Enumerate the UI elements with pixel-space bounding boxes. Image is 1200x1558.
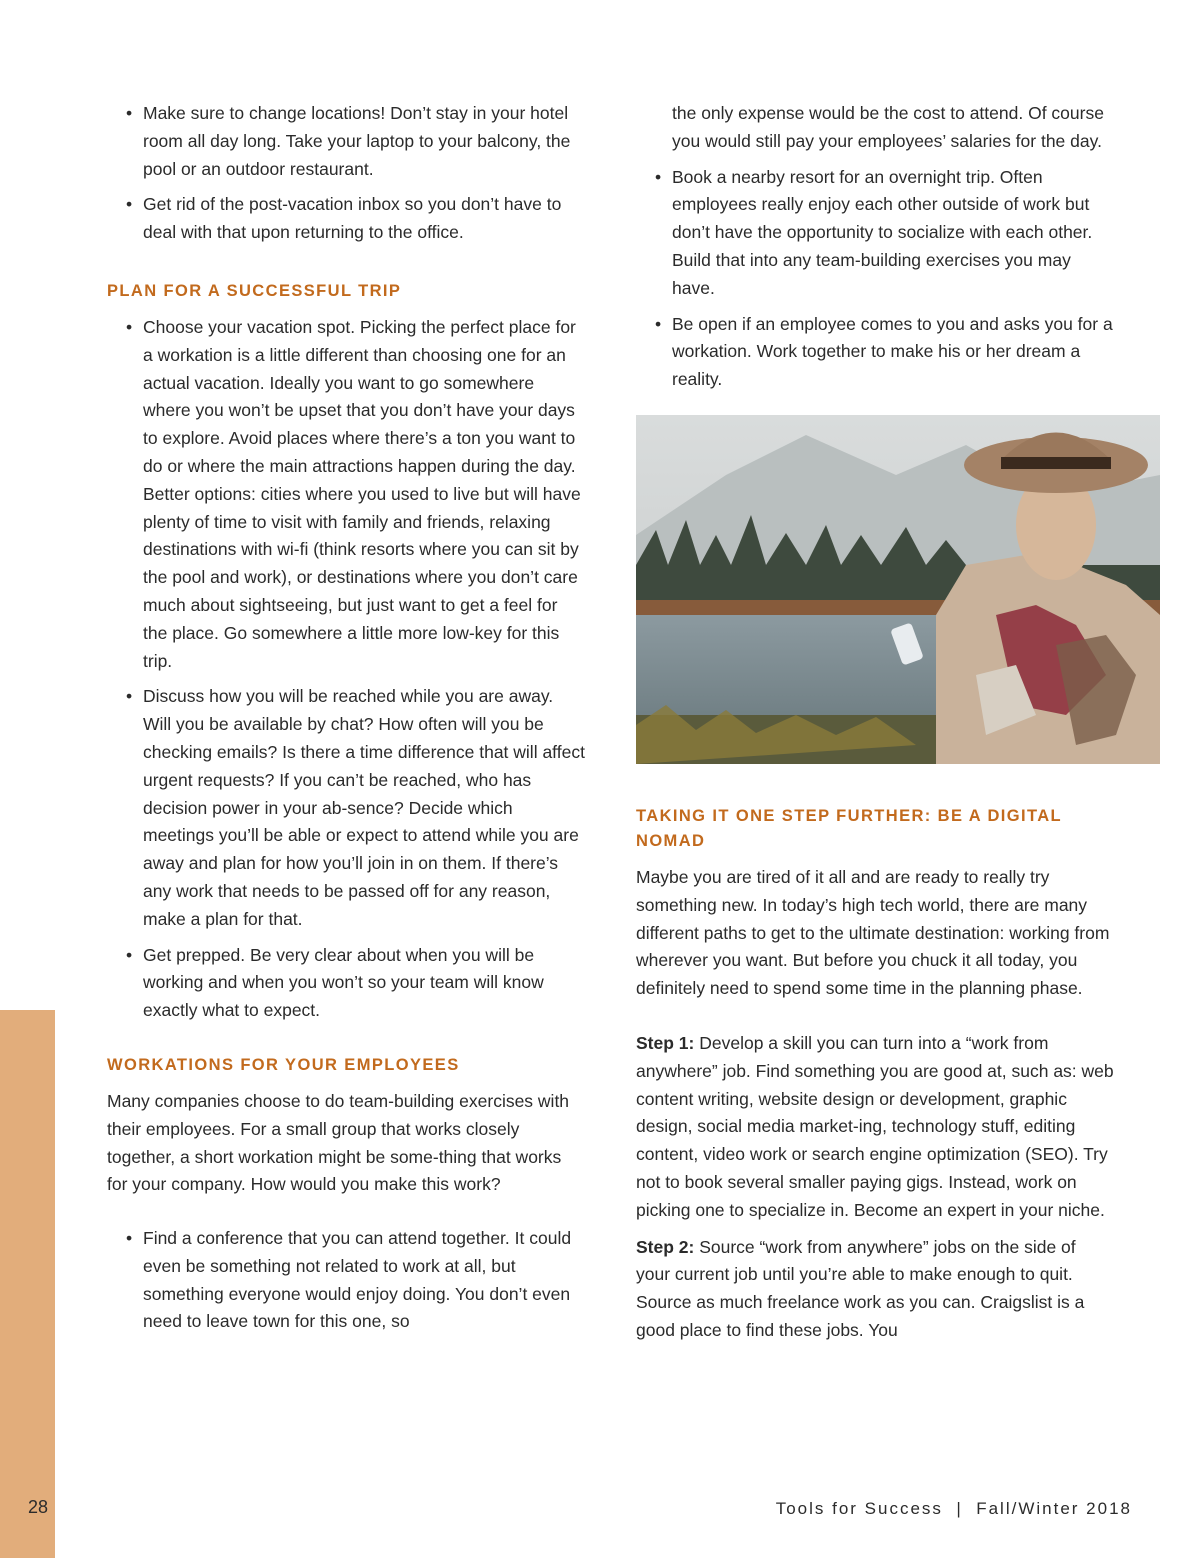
list-item: • Discuss how you will be reached while you are away. Will you be available by chat? How often will you be checking emails? Is there a time difference that will affect urgent requests? If you can’t be reached, who has decision power in your ab-sence? Decide which meetings you’ll be able or expect to attend while you are away and plan for how you’ll join in on them. If there’s any work that needs to be passed off for any reason, make a plan for that. (107, 683, 585, 933)
continued-paragraph: the only expense would be the cost to attend. Of course you would still pay your employees’ salaries for the day. (672, 103, 1104, 151)
step-1-label: Step 1: (636, 1032, 695, 1053)
bullet-list-right (636, 164, 1114, 394)
bullet-dot-icon: • (126, 944, 133, 965)
bullet-dot-icon: • (126, 194, 133, 215)
section-heading-employees: WORKATIONS FOR YOUR EMPLOYEES (107, 1055, 460, 1074)
list-item: • Get rid of the post-vacation inbox so you don’t have to deal with that upon returning to the office. (107, 191, 585, 247)
section-heading-plan: PLAN FOR A SUCCESSFUL TRIP (107, 281, 402, 300)
photo-illustration (636, 415, 1160, 764)
bullet-list-employees (107, 1225, 585, 1336)
step-2-text: Source “work from anywhere” jobs on the side of your current job until you’re able to make enough to quit. Source as much freelance work as you can. Craigslist is a good place to find these jobs. You (636, 1236, 1085, 1340)
right-column (636, 100, 1114, 1345)
bullet-dot-icon: • (126, 103, 133, 123)
page-number: 28 (28, 1497, 49, 1517)
bullet-dot-icon: • (126, 686, 133, 707)
bullet-dot-icon: • (655, 313, 662, 334)
bullet-dot-icon: • (655, 166, 662, 187)
list-item: • Be open if an employee comes to you and asks you for a workation. Work together to make his or her dream a reality. (636, 311, 1114, 394)
step-2-paragraph (636, 1234, 1114, 1345)
list-item: • Book a nearby resort for an overnight trip. Often employees really enjoy each other outside of work but don’t have the opportunity to socialize with each other. Build that into any team-building exercises you may have. (636, 164, 1114, 303)
publication-footer: Tools for Success | Fall/Winter 2018 (775, 1499, 1132, 1518)
bullet-list-plan (107, 314, 585, 1025)
left-column (107, 100, 585, 1344)
page-edge-tab (0, 1010, 55, 1558)
step-2-label: Step 2: (636, 1236, 695, 1257)
section-heading-nomad: TAKING IT ONE STEP FURTHER: BE A DIGITAL NOMAD (636, 806, 1062, 850)
bullet-dot-icon: • (126, 1228, 133, 1249)
list-item: • Get prepped. Be very clear about when you will be working and when you won’t so your team will know exactly what to expect. (107, 942, 585, 1025)
step-1-text: Develop a skill you can turn into a “work from anywhere” job. Find something you are good at, such as: web content writing, website design or development, graphic design, social media market-ing, technology stuff, editing content, video work or search engine optimization (SEO). Try not to book several smaller paying gigs. Instead, work on picking one to specialize in. Become an expert in your niche. (636, 1032, 1114, 1220)
employees-paragraph: Many companies choose to do team-building exercises with their employees. For a small group that works closely together, a short workation might be some-thing that works for your company. How would you make this work? (107, 1090, 570, 1195)
woman-lake-photo (636, 415, 1160, 764)
list-item: • Make sure to change locations! Don’t stay in your hotel room all day long. Take your laptop to your balcony, the pool or an outdoor restaurant. (107, 100, 585, 183)
bullet-dot-icon: • (126, 316, 133, 337)
bullet-list-top (107, 100, 585, 247)
nomad-paragraph: Maybe you are tired of it all and are ready to really try something new. In today’s high tech world, there are many different paths to get to the ultimate destination: working from wherever you want. But before you chuck it all today, you definitely need to spend some time in the planning phase. (636, 866, 1110, 999)
list-item: • Choose your vacation spot. Picking the perfect place for a workation is a little different than choosing one for an actual vacation. Ideally you want to go somewhere where you won’t be upset that you don’t have your days to explore. Avoid places where there’s a ton you want to do or where the main attractions happen during the day. Better options: cities where you used to live but will have plenty of time to visit with family and friends, relaxing destinations with wi-fi (think resorts where you can sit by the pool and work), or destinations where you don’t care much about sightseeing, but just want to get a feel for the place. Go somewhere a little more low-key for this trip. (107, 314, 585, 675)
list-item: • Find a conference that you can attend together. It could even be something not related to work at all, but something everyone would enjoy doing. You don’t even need to leave town for this one, so (107, 1225, 585, 1336)
step-1-paragraph (636, 1030, 1114, 1225)
